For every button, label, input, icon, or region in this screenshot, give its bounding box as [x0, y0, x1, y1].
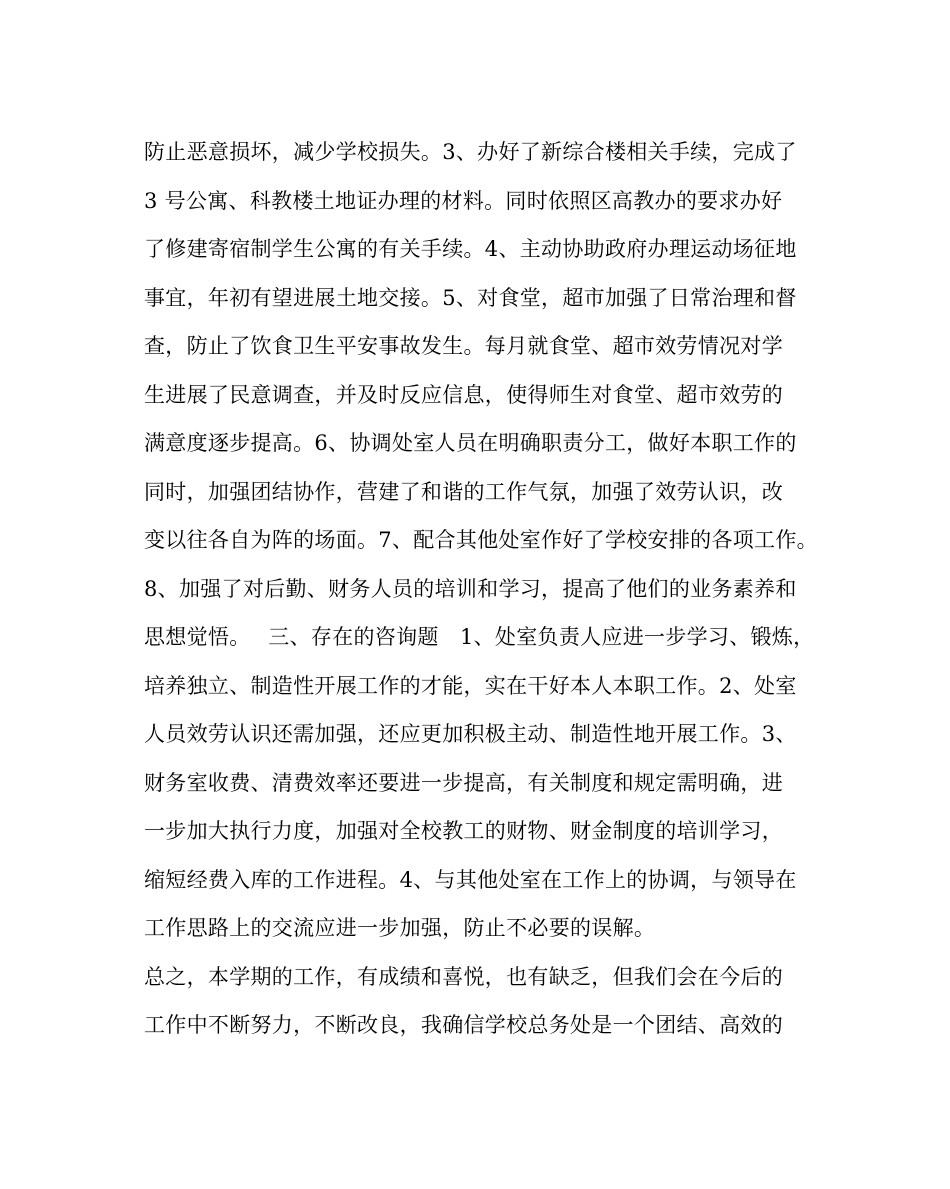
text-line: 工作中不断努力，不断改良，我确信学校总务处是一个团结、高效的 [144, 1013, 783, 1037]
text-line: 事宜，年初有望进展土地交接。5、对食堂，超市加强了日常治理和督 [144, 285, 797, 310]
text-line: 了修建寄宿制学生公寓的有关手续。4、主动协助政府办理运动场征地 [144, 237, 797, 261]
text-line: 8、加强了对后勤、财务人员的培训和学习，提高了他们的业务素养和 [144, 576, 797, 601]
text-line: 培养独立、制造性开展工作的才能，实在干好本人本职工作。2、处室 [144, 673, 797, 698]
text-line: 财务室收费、清费效率还要进一步提高，有关制度和规定需明确，进 [144, 770, 783, 795]
text-line: 防止恶意损坏，减少学校损失。3、办好了新综合楼相关手续，完成了 [144, 140, 797, 164]
text-line: 人员效劳认识还需加强，还应更加积极主动、制造性地开展工作。3、 [144, 722, 797, 746]
text-line: 3 号公寓、科教楼土地证办理的材料。同时依照区高教办的要求办好 [144, 188, 783, 213]
text-line: 查，防止了饮食卫生平安事故发生。每月就食堂、超市效劳情况对学 [144, 334, 783, 358]
text-line: 总之，本学期的工作，有成绩和喜悦，也有缺乏，但我们会在今后的 [144, 964, 783, 989]
text-line: 思想觉悟。 三、存在的咨询题 1、处室负责人应进一步学习、锻炼， [144, 625, 815, 649]
body-text [144, 128, 844, 1050]
text-line: 满意度逐步提高。6、协调处室人员在明确职责分工，做好本职工作的 [144, 431, 797, 455]
text-line: 缩短经费入库的工作进程。4、与其他处室在工作上的协调，与领导在 [144, 867, 797, 892]
text-line: 变以往各自为阵的场面。7、配合其他处室作好了学校安排的各项工作。 [144, 528, 818, 552]
text-line: 工作思路上的交流应进一步加强，防止不必要的误解。 [144, 916, 656, 940]
text-line: 同时，加强团结协作，营建了和谐的工作气氛，加强了效劳认识，改 [144, 479, 783, 504]
text-line: 一步加大执行力度，加强对全校教工的财物、财金制度的培训学习， [144, 819, 783, 843]
text-line: 生进展了民意调查，并及时反应信息，使得师生对食堂、超市效劳的 [144, 382, 783, 407]
